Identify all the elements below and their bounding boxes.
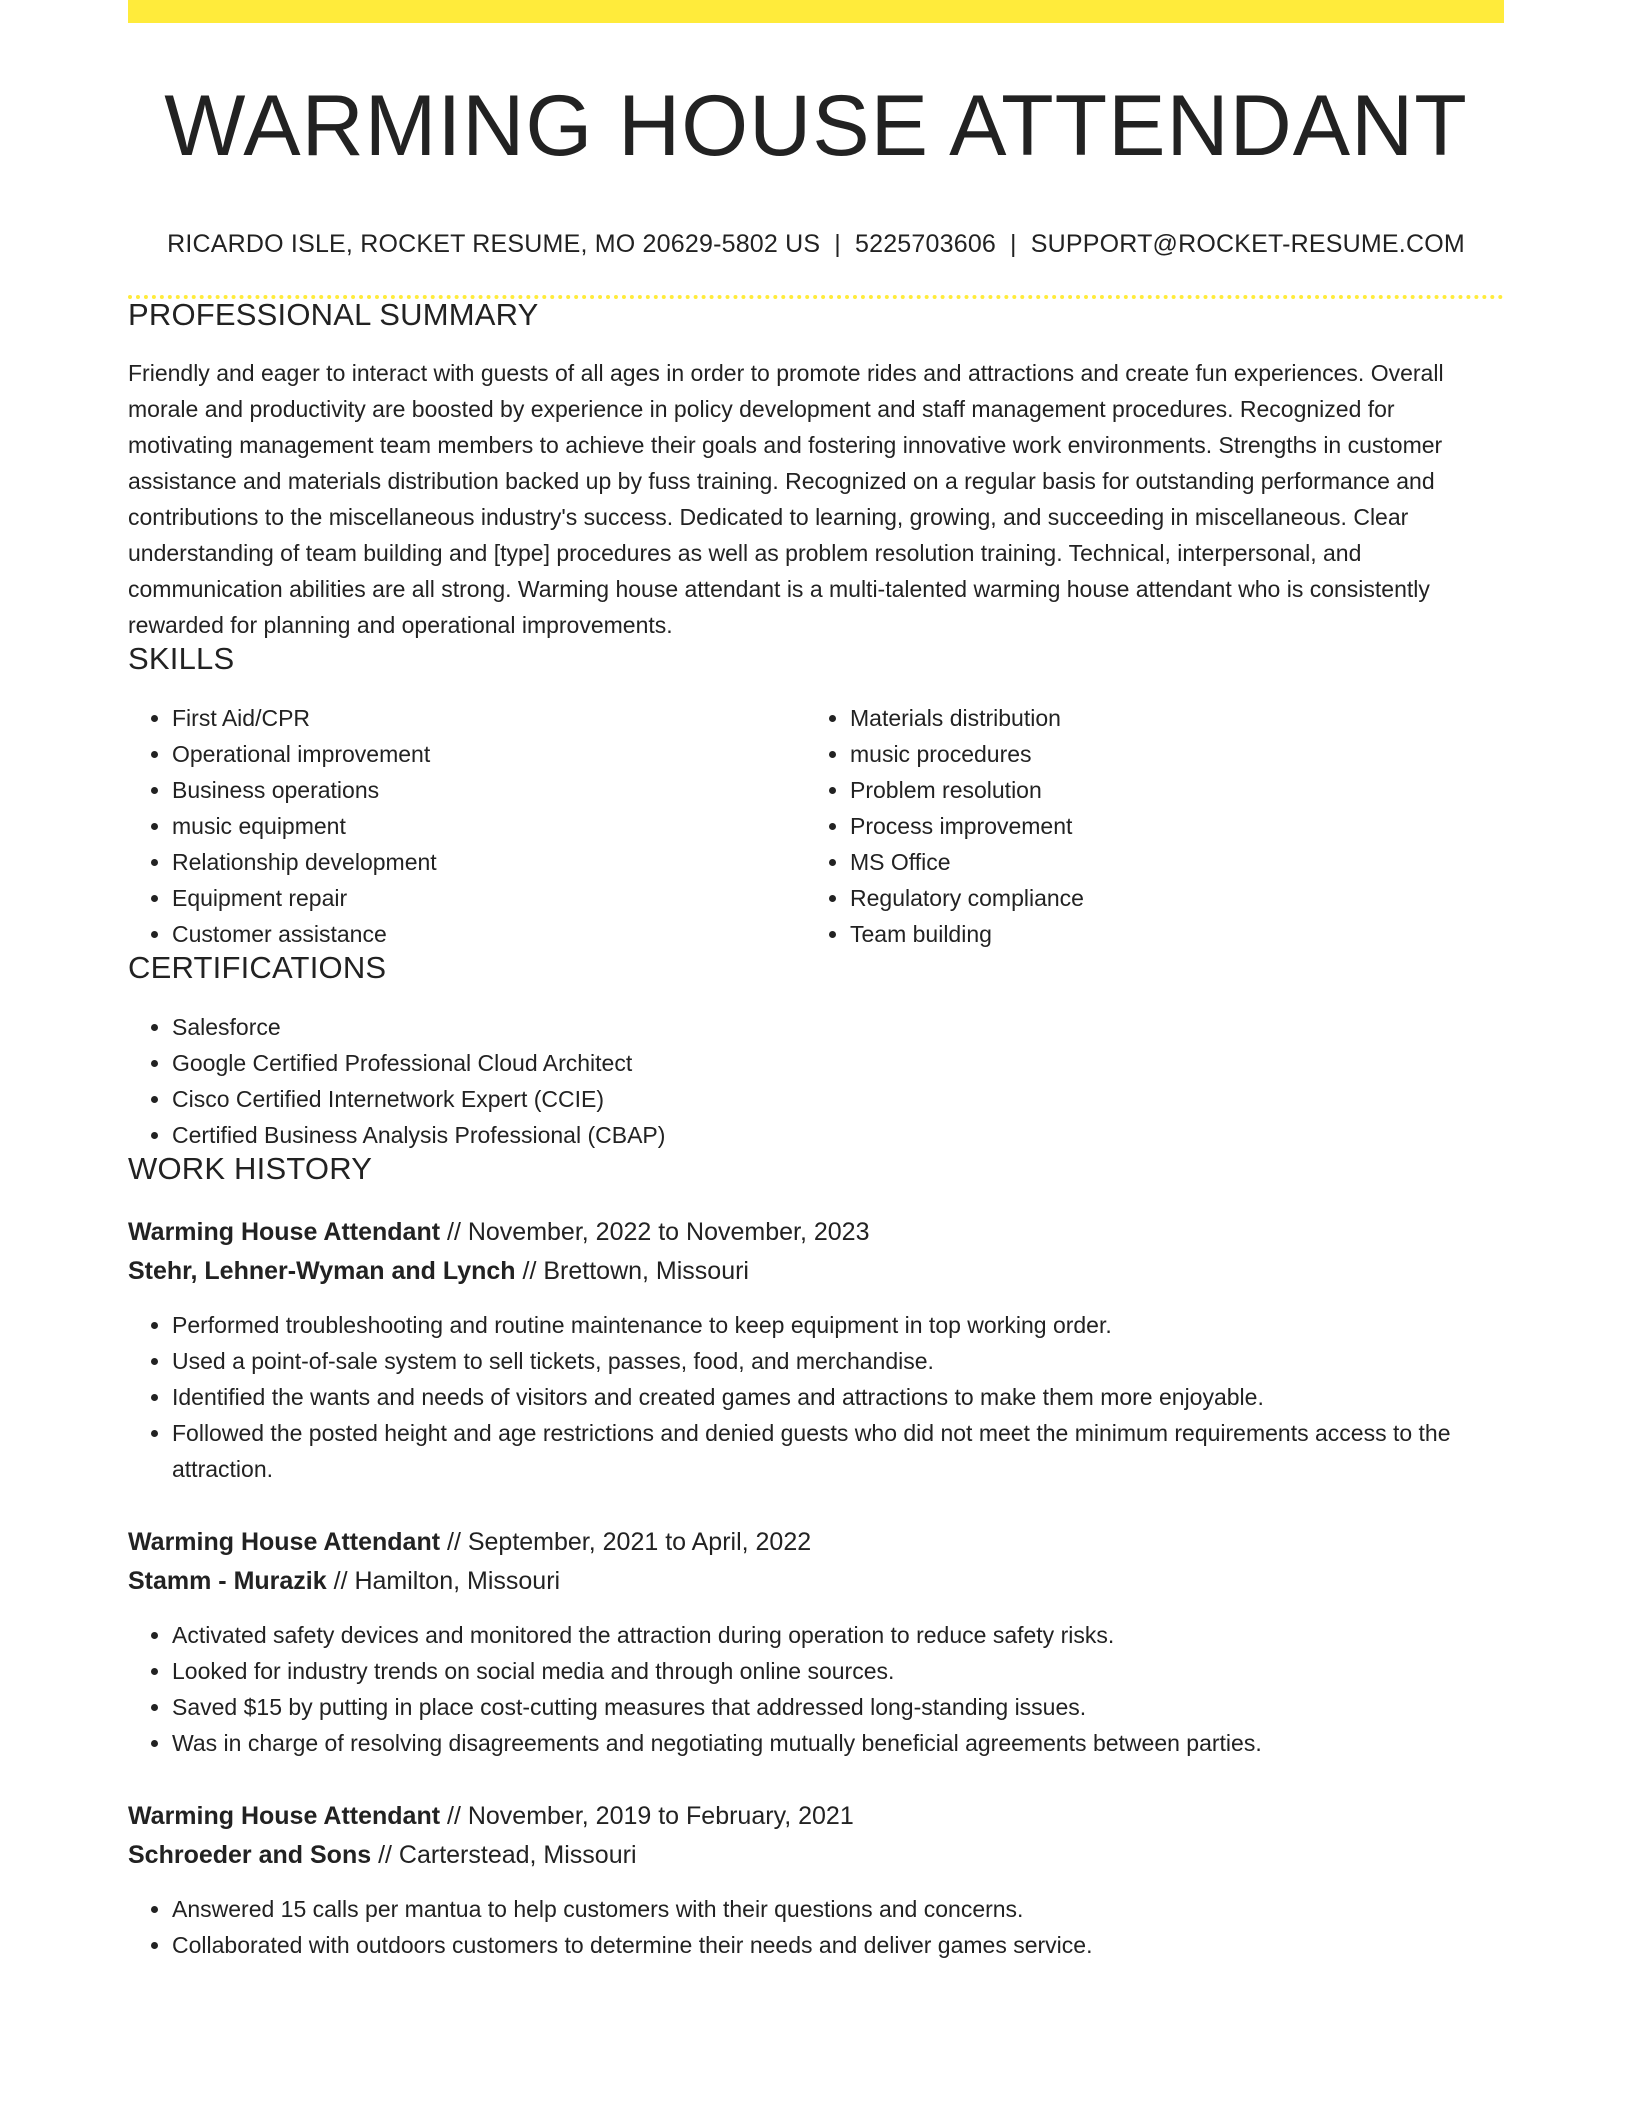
skill-item: • music equipment <box>172 808 806 844</box>
skill-item: • Process improvement <box>850 808 1484 844</box>
skill-item: • music procedures <box>850 736 1484 772</box>
contact-separator: | <box>834 230 841 258</box>
job-location: Carterstead, Missouri <box>398 1841 637 1869</box>
job-duty-item: • Answered 15 calls per mantua to help customers with their questions and concerns. <box>172 1891 1504 1927</box>
skill-item: • Problem resolution <box>850 772 1484 808</box>
job-dates: September, 2021 to April, 2022 <box>467 1528 812 1556</box>
job-duty-item: • Followed the posted height and age restrictions and denied guests who did not meet the minimum requirements access to the attraction. <box>172 1415 1504 1487</box>
contact-email: SUPPORT@ROCKET-RESUME.COM <box>1030 230 1465 258</box>
job-company: Stamm - Murazik <box>128 1567 327 1595</box>
job-duties-list <box>128 1891 1504 1963</box>
job-duty-item: • Used a point-of-sale system to sell tickets, passes, food, and merchandise. <box>172 1343 1504 1379</box>
job-company-line <box>128 1562 1504 1601</box>
skill-item: • Customer assistance <box>172 916 806 952</box>
summary-text: Friendly and eager to interact with guests of all ages in order to promote rides and attractions and create fun experiences. Overall morale and productivity are boosted by experience in policy development and staff management procedures. Recognized for motivating management team members to achieve their goals and fostering innovative work environments. Strengths in customer assistance and materials distribution backed up by fuss training. Recognized on a regular basis for outstanding performance and contributions to the miscellaneous industry's success. Dedicated to learning, growing, and succeeding in miscellaneous. Clear understanding of team building and [type] procedures as well as problem resolution training. Technical, interpersonal, and communication abilities are all strong. Warming house attendant is a multi-talented warming house attendant who is consistently rewarded for planning and operational improvements. <box>128 360 1444 638</box>
skill-item: • Materials distribution <box>850 700 1484 736</box>
job-delimiter: // <box>440 1218 468 1246</box>
skill-item: • Team building <box>850 916 1484 952</box>
certifications-list <box>128 1009 1504 1153</box>
skill-item: • MS Office <box>850 844 1484 880</box>
skill-item: • First Aid/CPR <box>172 700 806 736</box>
skill-item: • Operational improvement <box>172 736 806 772</box>
skill-item: • Regulatory compliance <box>850 880 1484 916</box>
job-delimiter: // <box>440 1802 468 1830</box>
work-history-list <box>128 1213 1504 1963</box>
accent-bar <box>128 0 1504 23</box>
certifications-heading: CERTIFICATIONS <box>128 950 387 985</box>
job-entry <box>128 1523 1504 1761</box>
contact-phone: 5225703606 <box>855 230 997 258</box>
contact-line <box>128 232 1504 257</box>
job-duty-item: • Identified the wants and needs of visitors and created games and attractions to make them more enjoyable. <box>172 1379 1504 1415</box>
job-company: Schroeder and Sons <box>128 1841 372 1869</box>
job-duty-item: • Looked for industry trends on social media and through online sources. <box>172 1653 1504 1689</box>
summary-heading: PROFESSIONAL SUMMARY <box>128 297 539 332</box>
job-duties-list <box>128 1617 1504 1761</box>
job-dates: November, 2019 to February, 2021 <box>467 1802 854 1830</box>
contact-separator: | <box>1010 230 1017 258</box>
certification-item: • Certified Business Analysis Professional (CBAP) <box>172 1117 1504 1153</box>
contact-address: RICARDO ISLE, ROCKET RESUME, MO 20629-5802 US <box>167 230 821 258</box>
job-delimiter: // <box>371 1841 399 1869</box>
job-duty-item: • Performed troubleshooting and routine maintenance to keep equipment in top working order. <box>172 1307 1504 1343</box>
skills-heading: SKILLS <box>128 641 235 676</box>
job-location: Brettown, Missouri <box>543 1257 749 1285</box>
certification-item: • Cisco Certified Internetwork Expert (CCIE) <box>172 1081 1504 1117</box>
job-delimiter: // <box>440 1528 468 1556</box>
job-dates: November, 2022 to November, 2023 <box>467 1218 870 1246</box>
job-role-line <box>128 1797 1504 1836</box>
job-role: Warming House Attendant <box>128 1218 441 1246</box>
skills-list-left <box>128 700 806 952</box>
certification-item: • Google Certified Professional Cloud Architect <box>172 1045 1504 1081</box>
skill-item: • Business operations <box>172 772 806 808</box>
skill-item: • Equipment repair <box>172 880 806 916</box>
skills-columns <box>128 700 1504 952</box>
job-duty-item: • Saved $15 by putting in place cost-cutting measures that addressed long-standing issues. <box>172 1689 1504 1725</box>
job-duties-list <box>128 1307 1504 1487</box>
job-role: Warming House Attendant <box>128 1802 441 1830</box>
job-duty-item: • Collaborated with outdoors customers to determine their needs and deliver games service. <box>172 1927 1504 1963</box>
resume-title: WARMING HOUSE ATTENDANT <box>164 78 1468 174</box>
job-delimiter: // <box>326 1567 355 1595</box>
job-company-line <box>128 1836 1504 1875</box>
job-role: Warming House Attendant <box>128 1528 441 1556</box>
job-entry <box>128 1797 1504 1963</box>
job-entry <box>128 1213 1504 1487</box>
certification-item: • Salesforce <box>172 1009 1504 1045</box>
skill-item: • Relationship development <box>172 844 806 880</box>
skills-list-right <box>806 700 1484 952</box>
job-company-line <box>128 1252 1504 1291</box>
resume-page <box>128 0 1504 1963</box>
job-company: Stehr, Lehner-Wyman and Lynch <box>128 1257 516 1285</box>
job-role-line <box>128 1523 1504 1562</box>
job-duty-item: • Activated safety devices and monitored the attraction during operation to reduce safety risks. <box>172 1617 1504 1653</box>
job-location: Hamilton, Missouri <box>354 1567 561 1595</box>
work-history-heading: WORK HISTORY <box>128 1151 373 1186</box>
job-duty-item: • Was in charge of resolving disagreements and negotiating mutually beneficial agreements between parties. <box>172 1725 1504 1761</box>
job-delimiter: // <box>515 1257 544 1285</box>
job-role-line <box>128 1213 1504 1252</box>
